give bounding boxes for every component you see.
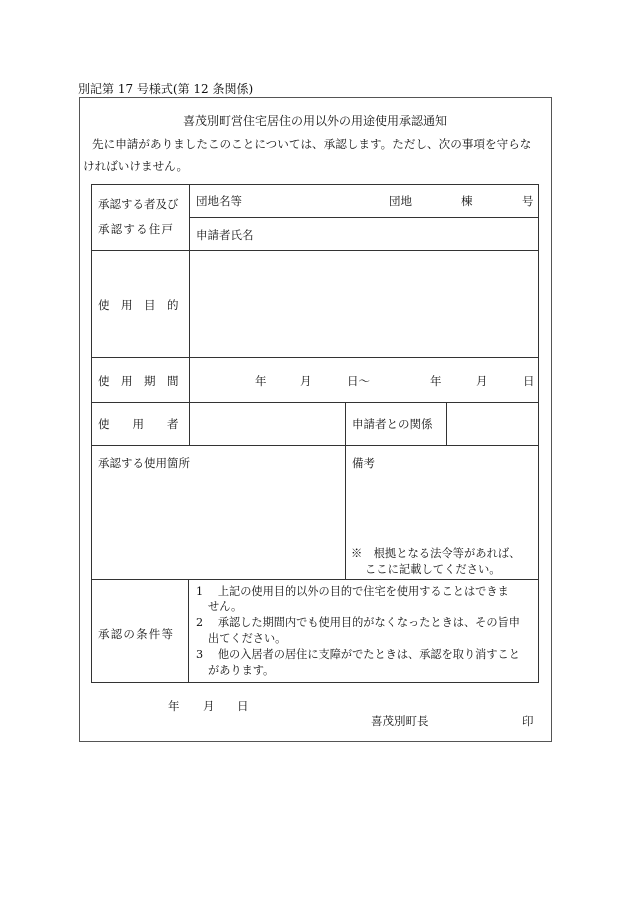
date-day: 日	[237, 699, 249, 713]
intro-text-line1: 先に申請がありましたこのことについては、承認します。ただし、次の事項を守らな	[92, 137, 532, 151]
housing-danchi-suffix: 団地	[389, 194, 412, 208]
condition-2-line1: 2 承認した期間内でも使用目的がなくなったときは、その旨申	[196, 616, 520, 629]
period-end-day: 日	[523, 374, 535, 388]
remarks-label: 備考	[352, 456, 375, 470]
housing-go-suffix: 号	[522, 194, 534, 208]
date-month: 月	[203, 699, 215, 713]
housing-mune-suffix: 棟	[461, 194, 473, 208]
conditions-label: 承認の条件等	[98, 627, 175, 641]
relation-label: 申請者との関係	[352, 417, 433, 431]
period-label: 使 用 期 間	[98, 374, 179, 388]
purpose-label: 使 用 目 的	[98, 298, 179, 312]
condition-2-line2: 出てください。	[208, 632, 287, 645]
user-field[interactable]	[190, 403, 345, 445]
relation-field[interactable]	[447, 403, 538, 445]
period-end-year: 年	[430, 374, 442, 388]
remarks-note-line2: ここに記載してください。	[365, 563, 501, 576]
period-start-year: 年	[255, 374, 267, 388]
document-title: 喜茂別町営住宅居住の用以外の用途使用承認通知	[182, 114, 447, 128]
condition-3-line2: があります。	[208, 664, 275, 677]
purpose-field[interactable]	[190, 251, 538, 357]
user-label: 使 用 者	[98, 417, 179, 431]
period-end-month: 月	[476, 374, 488, 388]
seal-label: 印	[522, 714, 534, 728]
mayor-label: 喜茂別町長	[371, 714, 429, 728]
condition-3-line1: 3 他の入居者の居住に支障がでたときは、承認を取り消すこと	[196, 648, 520, 661]
applicant-name-label: 申請者氏名	[196, 228, 254, 242]
intro-text-line2: ければいけません。	[83, 159, 189, 173]
approved-person-label-2: 承認する住戸	[98, 222, 175, 236]
approved-area-label: 承認する使用箇所	[98, 456, 190, 470]
approved-person-label-1: 承認する者及び	[98, 197, 179, 211]
period-start-month: 月	[300, 374, 312, 388]
form-reference: 別記第 17 号様式(第 12 条関係)	[78, 82, 254, 96]
period-start-day: 日～	[347, 374, 370, 388]
condition-1-line1: 1 上記の使用目的以外の目的で住宅を使用することはできま	[196, 585, 509, 598]
date-year: 年	[168, 699, 180, 713]
condition-1-line2: せん。	[208, 600, 243, 613]
housing-name-label: 団地名等	[196, 194, 242, 208]
remarks-note-line1: ※ 根拠となる法令等があれば、	[351, 547, 521, 560]
